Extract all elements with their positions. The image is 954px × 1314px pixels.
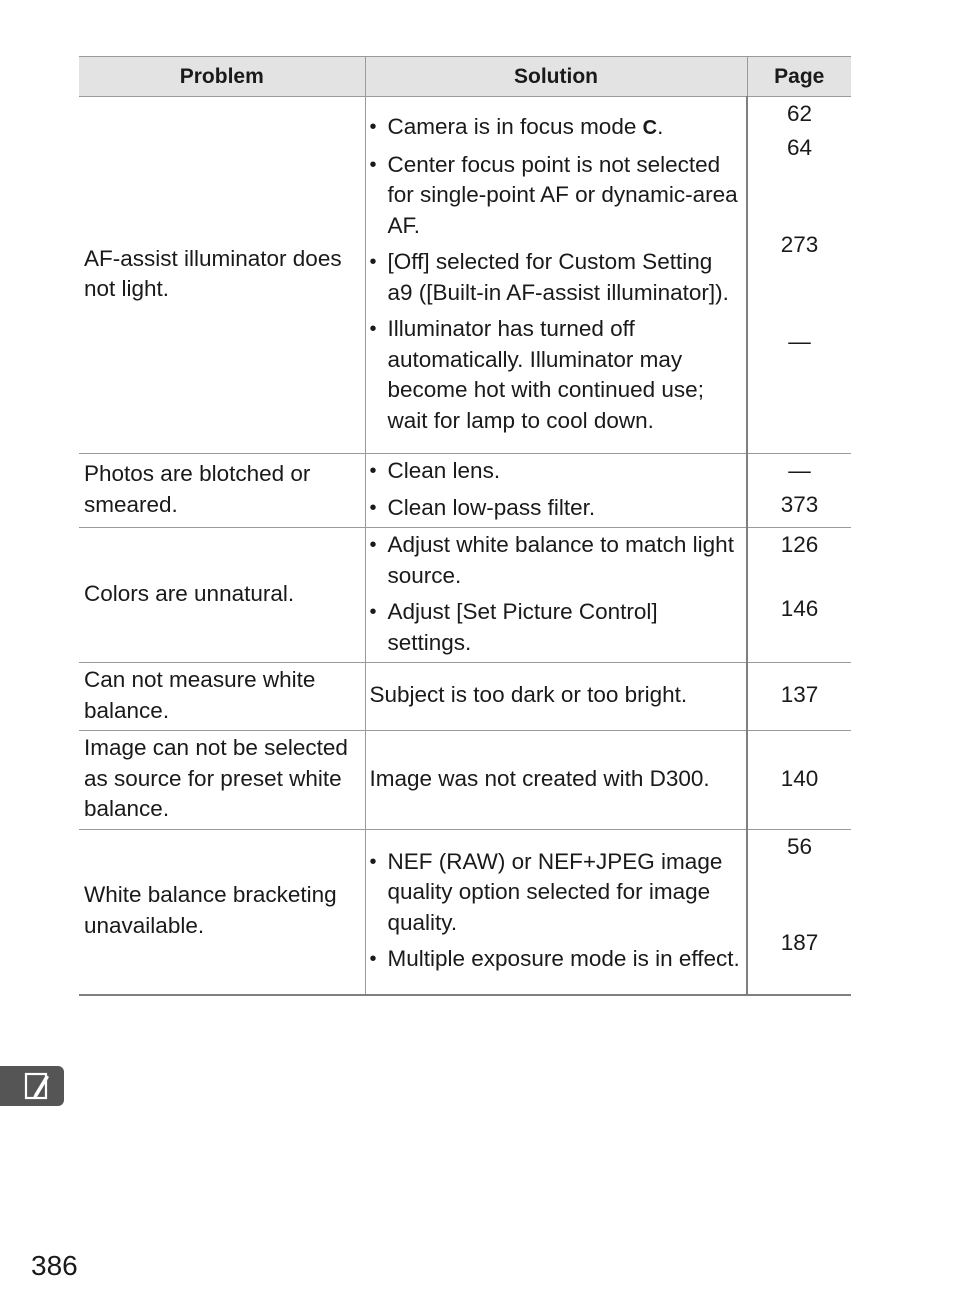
problem-cell: White balance bracketing unavailable. xyxy=(79,829,365,995)
page-ref: 62 xyxy=(786,101,813,126)
table-row xyxy=(79,731,851,830)
page-ref: 126 xyxy=(780,532,819,557)
solution-item: • Center focus point is not selected for single-point AF or dynamic-area AF. xyxy=(370,150,741,242)
problem-cell: Image can not be selected as source for preset white balance. xyxy=(79,731,365,830)
pencil-note-icon xyxy=(24,1071,52,1101)
page-refs xyxy=(748,99,851,449)
solution-list xyxy=(370,530,741,658)
solution-cell: Subject is too dark or too bright. xyxy=(365,663,747,731)
problem-cell: Can not measure white balance. xyxy=(79,663,365,731)
solution-cell xyxy=(365,454,747,528)
table-row xyxy=(79,663,851,731)
solution-item: • Illuminator has turned off automatically. Illuminator may become hot with continued use; wait for lamp to cool down. xyxy=(370,314,741,436)
page-refs xyxy=(748,456,851,522)
page-cell xyxy=(747,829,851,995)
page-refs xyxy=(748,530,851,658)
solution-list xyxy=(370,112,741,436)
troubleshooting-table xyxy=(79,56,851,996)
focus-mode-c-icon: C xyxy=(642,117,658,139)
table-row xyxy=(79,97,851,454)
table-header-row xyxy=(79,57,851,97)
page-ref: 273 xyxy=(780,232,819,257)
solution-item: • [Off] selected for Custom Setting a9 ([Built-in AF-assist illuminator]). xyxy=(370,247,741,308)
page-ref: 373 xyxy=(780,492,819,517)
solution-item: • Camera is in focus mode C. xyxy=(370,112,741,144)
page-cell: 140 xyxy=(747,731,851,830)
header-problem: Problem xyxy=(79,57,365,97)
solution-item: • Adjust [Set Picture Control] settings. xyxy=(370,597,741,658)
solution-list xyxy=(370,847,741,975)
solution-list xyxy=(370,456,741,523)
page-cell xyxy=(747,528,851,663)
solution-cell xyxy=(365,829,747,995)
header-page: Page xyxy=(747,57,851,97)
solution-cell xyxy=(365,97,747,454)
header-solution: Solution xyxy=(365,57,747,97)
page-number: 386 xyxy=(31,1250,78,1281)
problem-cell: Photos are blotched or smeared. xyxy=(79,454,365,528)
page-ref: 56 xyxy=(786,833,813,859)
problem-cell: AF-assist illuminator does not light. xyxy=(79,97,365,454)
solution-item: • Adjust white balance to match light source. xyxy=(370,530,741,591)
solution-item: • Clean low-pass filter. xyxy=(370,493,741,524)
solution-text: Camera is in focus mode xyxy=(387,114,637,139)
page-cell xyxy=(747,454,851,528)
page-ref: 146 xyxy=(780,596,819,621)
page-cell xyxy=(747,97,851,454)
page-ref: — xyxy=(788,329,811,354)
problem-cell: Colors are unnatural. xyxy=(79,528,365,663)
solution-item: • NEF (RAW) or NEF+JPEG image quality option selected for image quality. xyxy=(370,847,741,939)
page-cell: 137 xyxy=(747,663,851,731)
table-row xyxy=(79,528,851,663)
solution-item: • Multiple exposure mode is in effect. xyxy=(370,944,741,975)
page-refs xyxy=(748,832,851,990)
table-row xyxy=(79,454,851,528)
table-row xyxy=(79,829,851,995)
solution-item: • Clean lens. xyxy=(370,456,741,487)
solution-cell xyxy=(365,528,747,663)
page-ref: — xyxy=(788,458,811,483)
section-tab xyxy=(0,1066,64,1106)
page-ref: 64 xyxy=(786,135,813,160)
page-ref: 187 xyxy=(780,929,819,955)
solution-cell: Image was not created with D300. xyxy=(365,731,747,830)
